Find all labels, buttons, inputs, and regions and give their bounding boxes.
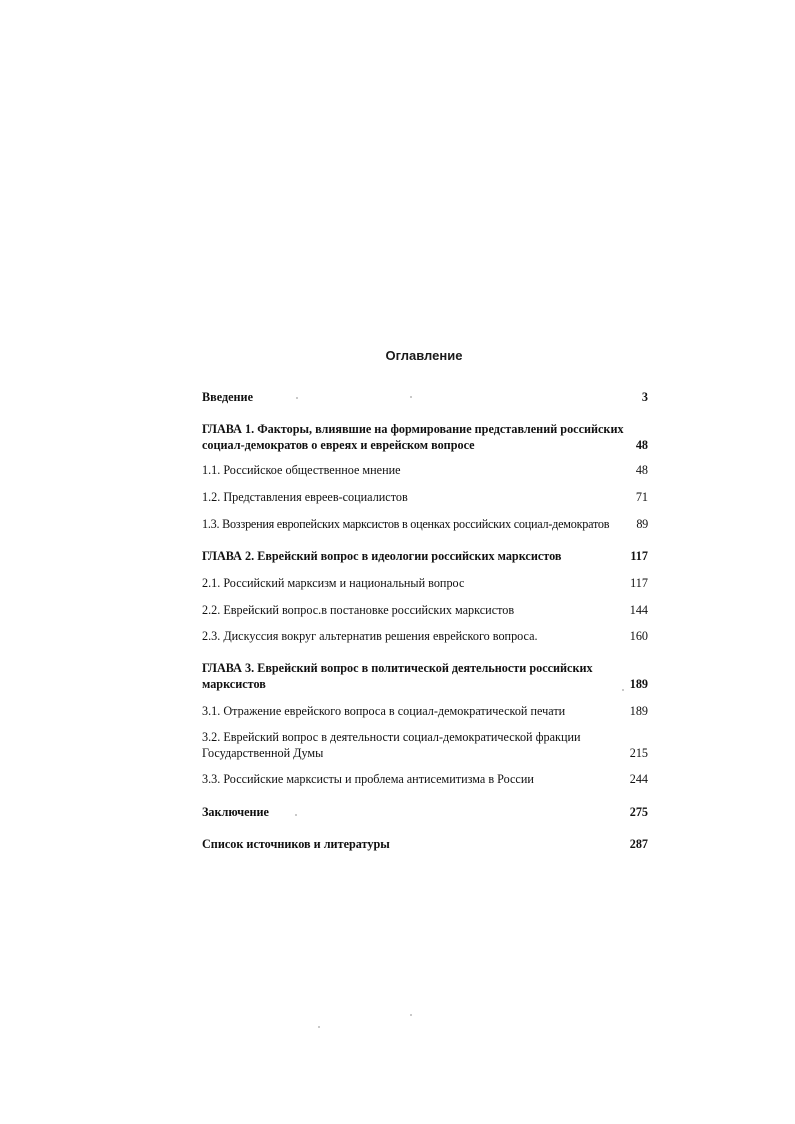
toc-entry-page: 3	[641, 390, 648, 404]
toc-entry-text: Заключение	[202, 805, 269, 819]
toc-entry-page: 189	[629, 677, 648, 691]
scan-speck	[318, 1026, 320, 1028]
toc-entry-section-1-1	[202, 462, 648, 478]
toc-entry-text: 2.3. Дискуссия вокруг альтернатив решения еврейского вопроса.	[202, 629, 538, 643]
toc-entry-text: 1.2. Представления евреев-социалистов	[202, 490, 408, 504]
toc-entry-page: 275	[629, 805, 648, 819]
toc-entry-page: 89	[636, 517, 648, 531]
scan-speck	[410, 396, 412, 398]
toc-entry-page: 244	[629, 772, 648, 786]
toc-entry-text: Введение	[202, 390, 253, 404]
toc-entry-section-3-3	[202, 771, 648, 787]
toc-entry-text: 3.1. Отражение еврейского вопроса в социал-демократической печати	[202, 704, 566, 718]
toc-entry-section-2-1	[202, 575, 648, 591]
toc-entry-chapter-3	[202, 660, 648, 692]
toc-entry-page: 71	[635, 490, 648, 504]
toc-entry-page: 287	[629, 837, 648, 851]
toc-entry-chapter-1	[202, 421, 648, 453]
toc-entry-page: 160	[629, 629, 648, 643]
toc-entry-text: Список источников и литературы	[202, 837, 390, 851]
scan-speck	[622, 689, 624, 691]
toc-entry-text: ГЛАВА 1. Факторы, влиявшие на формирование представлений российских социал-демократов о евреях и еврейском вопросе	[202, 422, 624, 452]
toc-entry-conclusion	[202, 804, 648, 820]
scan-speck	[410, 1014, 412, 1016]
toc-entry-bibliography	[202, 836, 648, 852]
toc-entry-chapter-2	[202, 548, 648, 564]
toc-entry-section-2-2	[202, 602, 648, 618]
toc-entry-page: 48	[635, 463, 648, 477]
toc-entry-page: 189	[629, 704, 648, 718]
page-title: Оглавление	[385, 348, 463, 363]
scan-speck	[295, 814, 297, 816]
toc-entry-text: 3.2. Еврейский вопрос в деятельности социал-демократической фракции Государственной Думы	[202, 730, 581, 760]
toc-entry-text: 2.1. Российский марксизм и национальный вопрос	[202, 576, 465, 590]
toc-entry-section-1-3	[202, 516, 648, 532]
scan-speck	[296, 397, 298, 399]
toc-entry-introduction	[202, 389, 648, 405]
toc-entry-section-3-1	[202, 703, 648, 719]
toc-entry-text: ГЛАВА 3. Еврейский вопрос в политической деятельности российских марксистов	[202, 661, 593, 691]
toc-entry-page: 215	[629, 746, 648, 760]
toc-entry-section-2-3	[202, 628, 648, 644]
toc-entry-text: 1.1. Российское общественное мнение	[202, 463, 401, 477]
toc-entry-page: 117	[630, 576, 648, 590]
toc-entry-section-3-2	[202, 729, 648, 761]
toc-entry-section-1-2	[202, 489, 648, 505]
toc-entry-text: 1.3. Воззрения европейских марксистов в оценках российских социал-демократов	[202, 517, 610, 531]
toc-entry-text: 2.2. Еврейский вопрос.в постановке российских марксистов	[202, 603, 515, 617]
toc-entry-page: 48	[635, 438, 648, 452]
toc-entry-text: 3.3. Российские марксисты и проблема антисемитизма в России	[202, 772, 534, 786]
toc-entry-page: 144	[629, 603, 648, 617]
toc-entry-text: ГЛАВА 2. Еврейский вопрос в идеологии российских марксистов	[202, 549, 562, 563]
toc-entry-page: 117	[630, 549, 648, 563]
